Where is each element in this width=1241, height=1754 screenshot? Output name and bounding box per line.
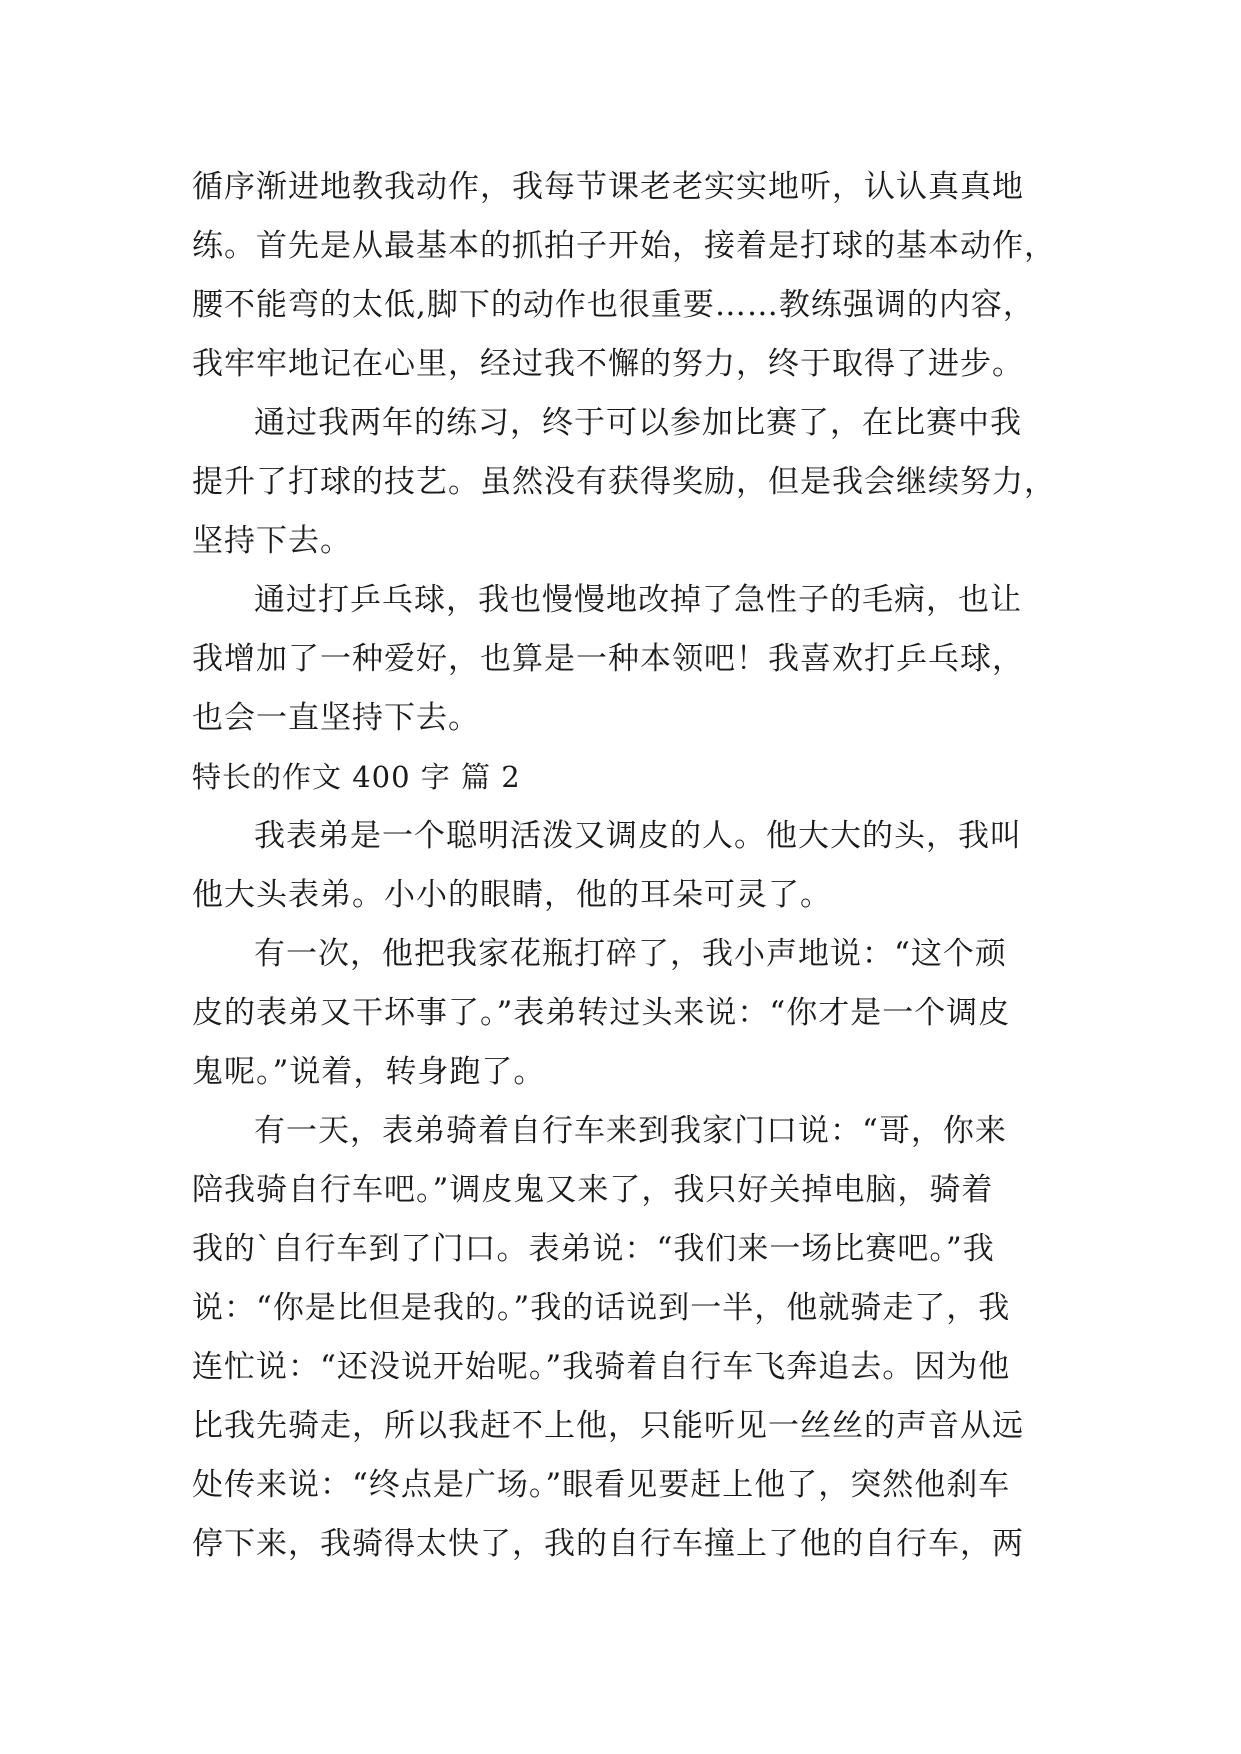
text-line: 我的`自行车到了门口。表弟说：“我们来一场比赛吧。”我 xyxy=(192,1231,995,1267)
text-line: 连忙说：“还没说开始呢。”我骑着自行车飞奔追去。因为他 xyxy=(192,1349,1011,1385)
text-line: 停下来，我骑得太快了，我的自行车撞上了他的自行车，两 xyxy=(192,1526,1024,1562)
text-line: 比我先骑走，所以我赶不上他，只能听见一丝丝的声音从远 xyxy=(192,1408,1024,1444)
text-line: 腰不能弯的太低,脚下的动作也很重要……教练强调的内容， xyxy=(192,287,1035,323)
paragraph-first-line: 通过打乒乓球，我也慢慢地改掉了急性子的毛病，也让 xyxy=(254,582,1022,618)
text-line: 说：“你是比但是我的。”我的话说到一半，他就骑走了，我 xyxy=(192,1290,1011,1326)
section-heading: 特长的作文 400 字 篇 2 xyxy=(192,760,521,794)
text-line: 循序渐进地教我动作，我每节课老老实实地听，认认真真地 xyxy=(192,169,1024,205)
text-line: 坚持下去。 xyxy=(192,523,352,559)
text-line: 鬼呢。”说着，转身跑了。 xyxy=(192,1054,546,1090)
text-line: 我增加了一种爱好，也算是一种本领吧！我喜欢打乒乓球， xyxy=(192,641,1024,677)
text-line: 皮的表弟又干坏事了。”表弟转过头来说：“你才是一个调皮 xyxy=(192,995,1011,1031)
text-line: 练。首先是从最基本的抓拍子开始，接着是打球的基本动作， xyxy=(192,228,1056,264)
paragraph-first-line: 我表弟是一个聪明活泼又调皮的人。他大大的头，我叫 xyxy=(254,818,1022,854)
text-line: 也会一直坚持下去。 xyxy=(192,700,480,736)
text-line: 我牢牢地记在心里，经过我不懈的努力，终于取得了进步。 xyxy=(192,346,1024,382)
text-line: 陪我骑自行车吧。”调皮鬼又来了，我只好关掉电脑，骑着 xyxy=(192,1172,994,1208)
text-line: 处传来说：“终点是广场。”眼看见要赶上他了，突然他刹车 xyxy=(192,1467,1011,1503)
paragraph-first-line: 有一次，他把我家花瓶打碎了，我小声地说：“这个顽 xyxy=(254,936,1007,972)
essay-body xyxy=(192,158,1072,1574)
paragraph-first-line: 有一天，表弟骑着自行车来到我家门口说：“哥，你来 xyxy=(254,1113,1007,1149)
paragraph-first-line: 通过我两年的练习，终于可以参加比赛了，在比赛中我 xyxy=(254,405,1022,441)
text-line: 提升了打球的技艺。虽然没有获得奖励，但是我会继续努力， xyxy=(192,464,1056,500)
text-line: 他大头表弟。小小的眼睛，他的耳朵可灵了。 xyxy=(192,877,832,913)
